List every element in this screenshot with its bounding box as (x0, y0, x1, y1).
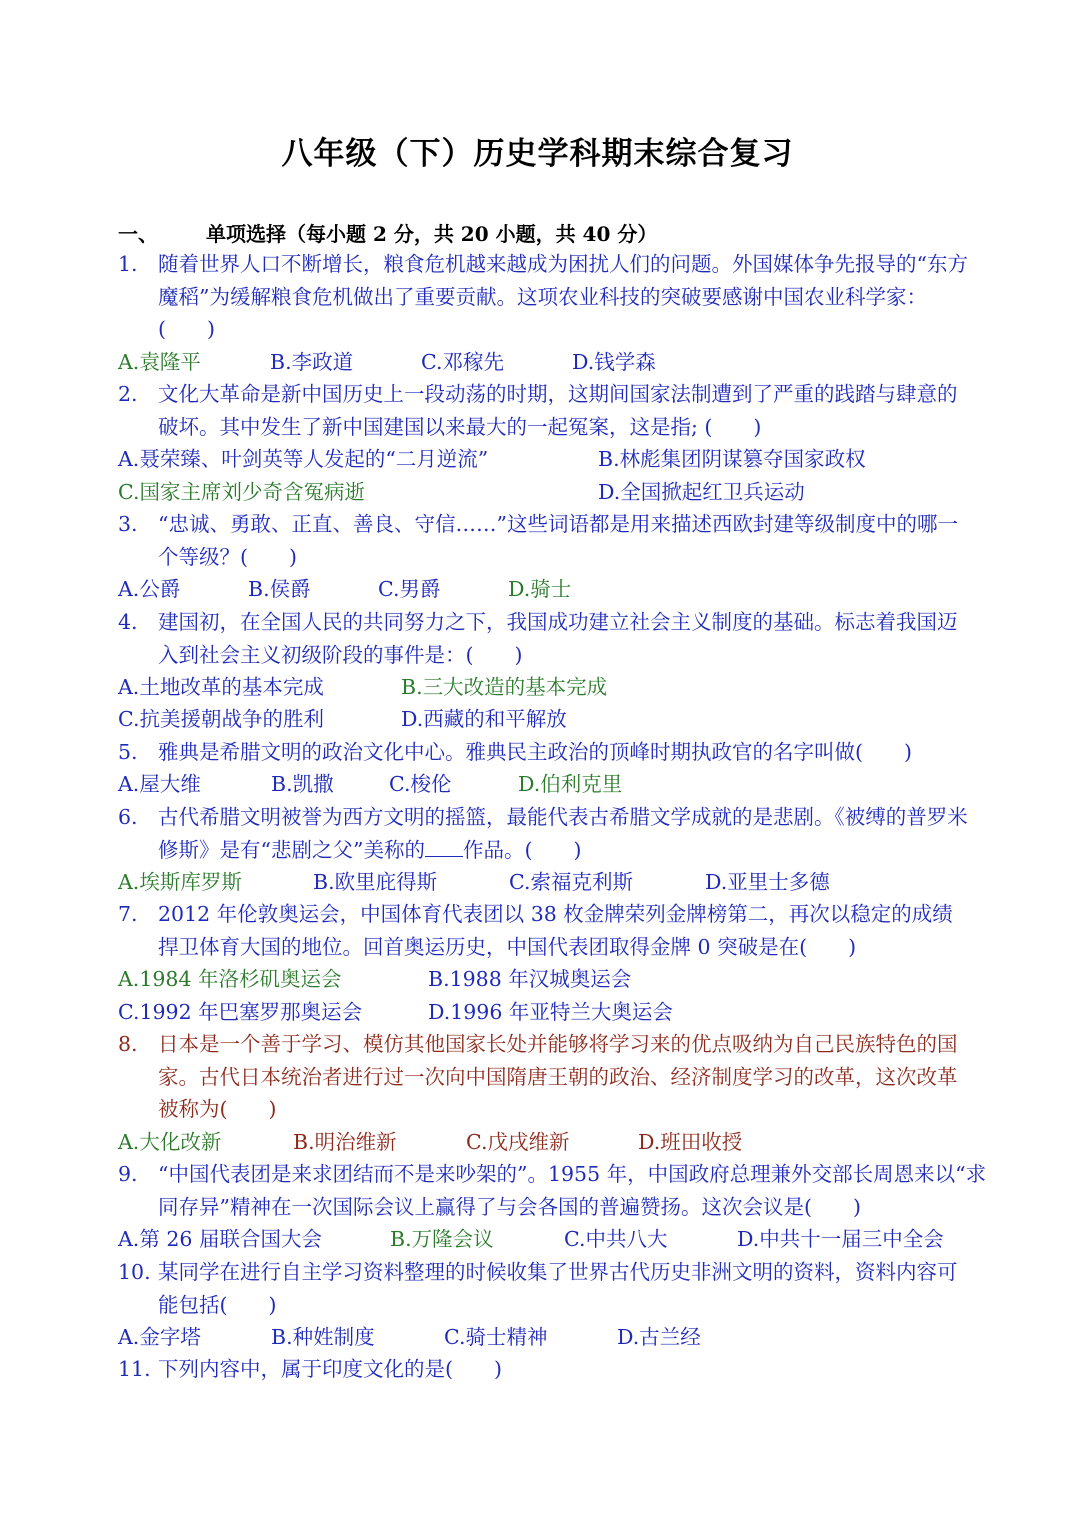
question-text-part2: 作品。( ) (462, 837, 582, 862)
option-a: A.公爵 (118, 577, 181, 601)
question-10 (118, 1256, 968, 1321)
question-text: 下列内容中，属于印度文化的是( ) (158, 1357, 502, 1381)
option-d: D.骑士 (508, 577, 572, 601)
question-2 (118, 378, 968, 443)
option-c: C.梭伦 (389, 772, 452, 796)
option-a: A.金字塔 (118, 1325, 201, 1349)
option-c: C.抗美援朝战争的胜利 (118, 707, 324, 731)
question-11 (118, 1353, 968, 1386)
question-number: 6. (118, 805, 138, 829)
section-number: 一、 (118, 222, 158, 246)
question-number: 3. (118, 512, 138, 536)
option-c: C.1992 年巴塞罗那奥运会 (118, 1000, 363, 1024)
question-text: 文化大革命是新中国历史上一段动荡的时期，这期间国家法制遭到了严重的践踏与肆意的破坏。其中发生了新中国建国以来最大的一起冤案，这是指; ( ) (158, 382, 958, 439)
option-d: D.古兰经 (617, 1325, 701, 1349)
option-b: B.1988 年汉城奥运会 (428, 967, 632, 991)
option-c: C.中共八大 (564, 1227, 668, 1251)
option-b: B.李政道 (270, 350, 354, 374)
question-text: “忠诚、勇敢、正直、善良、守信……”这些词语都是用来描述西欧封建等级制度中的哪一个等级？( ) (158, 512, 958, 569)
question-text (118, 801, 968, 866)
option-a: A.袁隆平 (118, 350, 201, 374)
option-a: A.土地改革的基本完成 (118, 675, 324, 699)
option-b: B.侯爵 (248, 577, 311, 601)
question-text: “中国代表团是来求团结而不是来吵架的”。1955 年，中国政府总理兼外交部长周恩来以“求同存异”精神在一次国际会议上赢得了与会各国的普遍赞扬。这次会议是( ) (158, 1162, 987, 1219)
question-text-part1: 古代希腊文明被誉为西方文明的摇篮，最能代表古希腊文学成就的是悲剧。《被缚的普罗米修斯》是有“悲剧之父”美称的 (158, 805, 968, 862)
option-a: A.第 26 届联合国大会 (118, 1227, 322, 1251)
option-d: D.1996 年亚特兰大奥运会 (428, 1000, 673, 1024)
question-number: 2. (118, 382, 138, 406)
question-number: 10. (118, 1260, 151, 1284)
option-c: C.索福克利斯 (509, 870, 633, 894)
question-4 (118, 606, 968, 671)
option-b: B.万隆会议 (390, 1227, 494, 1251)
question-5 (118, 736, 968, 769)
option-c: C.国家主席刘少奇含冤病逝 (118, 480, 365, 504)
question-number: 11. (118, 1357, 151, 1381)
option-d: D.伯利克里 (518, 772, 623, 796)
option-a: A.1984 年洛杉矶奥运会 (118, 967, 342, 991)
section-label: 单项选择（每小题 2 分，共 20 小题，共 40 分） (206, 222, 658, 246)
option-c: C.男爵 (378, 577, 441, 601)
question-8 (118, 1028, 968, 1126)
question-text: 随着世界人口不断增长，粮食危机越来越成为困扰人们的问题。外国媒体争先报导的“东方魔稻”为缓解粮食危机做出了重要贡献。这项农业科技的突破要感谢中国农业科学家：( ) (158, 252, 968, 342)
question-number: 8. (118, 1032, 138, 1056)
question-number: 5. (118, 740, 138, 764)
option-d: D.班田收授 (638, 1130, 743, 1154)
option-d: D.亚里士多德 (705, 870, 830, 894)
question-text: 某同学在进行自主学习资料整理的时候收集了世界古代历史非洲文明的资料，资料内容可能包括( ) (158, 1260, 958, 1317)
question-number: 7. (118, 902, 138, 926)
question-9 (118, 1158, 988, 1223)
question-text: 雅典是希腊文明的政治文化中心。雅典民主政治的顶峰时期执政官的名字叫做( ) (158, 740, 912, 764)
page-title: 八年级（下）历史学科期末综合复习 (281, 136, 794, 172)
option-c: C.戊戌维新 (466, 1130, 570, 1154)
question-6 (118, 801, 968, 866)
question-text: 日本是一个善于学习、模仿其他国家长处并能够将学习来的优点吸纳为自己民族特色的国家。古代日本统治者进行过一次向中国隋唐王朝的政治、经济制度学习的改革，这次改革被称为( ) (158, 1032, 958, 1122)
question-number: 4. (118, 610, 138, 634)
option-a: A.大化改新 (118, 1130, 222, 1154)
answer-blank (425, 836, 463, 857)
option-a: A.埃斯库罗斯 (118, 870, 242, 894)
option-b: B.林彪集团阴谋篡夺国家政权 (598, 447, 866, 471)
question-text: 建国初，在全国人民的共同努力之下，我国成功建立社会主义制度的基础。标志着我国迈入到社会主义初级阶段的事件是：( ) (158, 610, 958, 667)
option-b: B.三大改造的基本完成 (401, 675, 608, 699)
option-b: B.种姓制度 (271, 1325, 375, 1349)
option-d: D.西藏的和平解放 (401, 707, 567, 731)
option-d: D.钱学森 (572, 350, 656, 374)
question-number: 9. (118, 1162, 138, 1186)
option-c: C.邓稼先 (421, 350, 504, 374)
option-b: B.凯撒 (271, 772, 334, 796)
option-a: A.屋大维 (118, 772, 201, 796)
option-b: B.明治维新 (293, 1130, 397, 1154)
question-1 (118, 248, 968, 346)
option-d: D.中共十一届三中全会 (737, 1227, 944, 1251)
question-text: 2012 年伦敦奥运会，中国体育代表团以 38 枚金牌荣列金牌榜第二，再次以稳定的成绩捍卫体育大国的地位。回首奥运历史，中国代表团取得金牌 0 突破是在( ) (158, 902, 953, 959)
question-number: 1. (118, 252, 138, 276)
option-d: D.全国掀起红卫兵运动 (598, 480, 805, 504)
option-c: C.骑士精神 (444, 1325, 548, 1349)
question-3 (118, 508, 968, 573)
option-b: B.欧里庇得斯 (313, 870, 438, 894)
section-heading (118, 218, 657, 247)
question-7 (118, 898, 968, 963)
option-a: A.聂荣臻、叶剑英等人发起的“二月逆流” (118, 447, 489, 471)
